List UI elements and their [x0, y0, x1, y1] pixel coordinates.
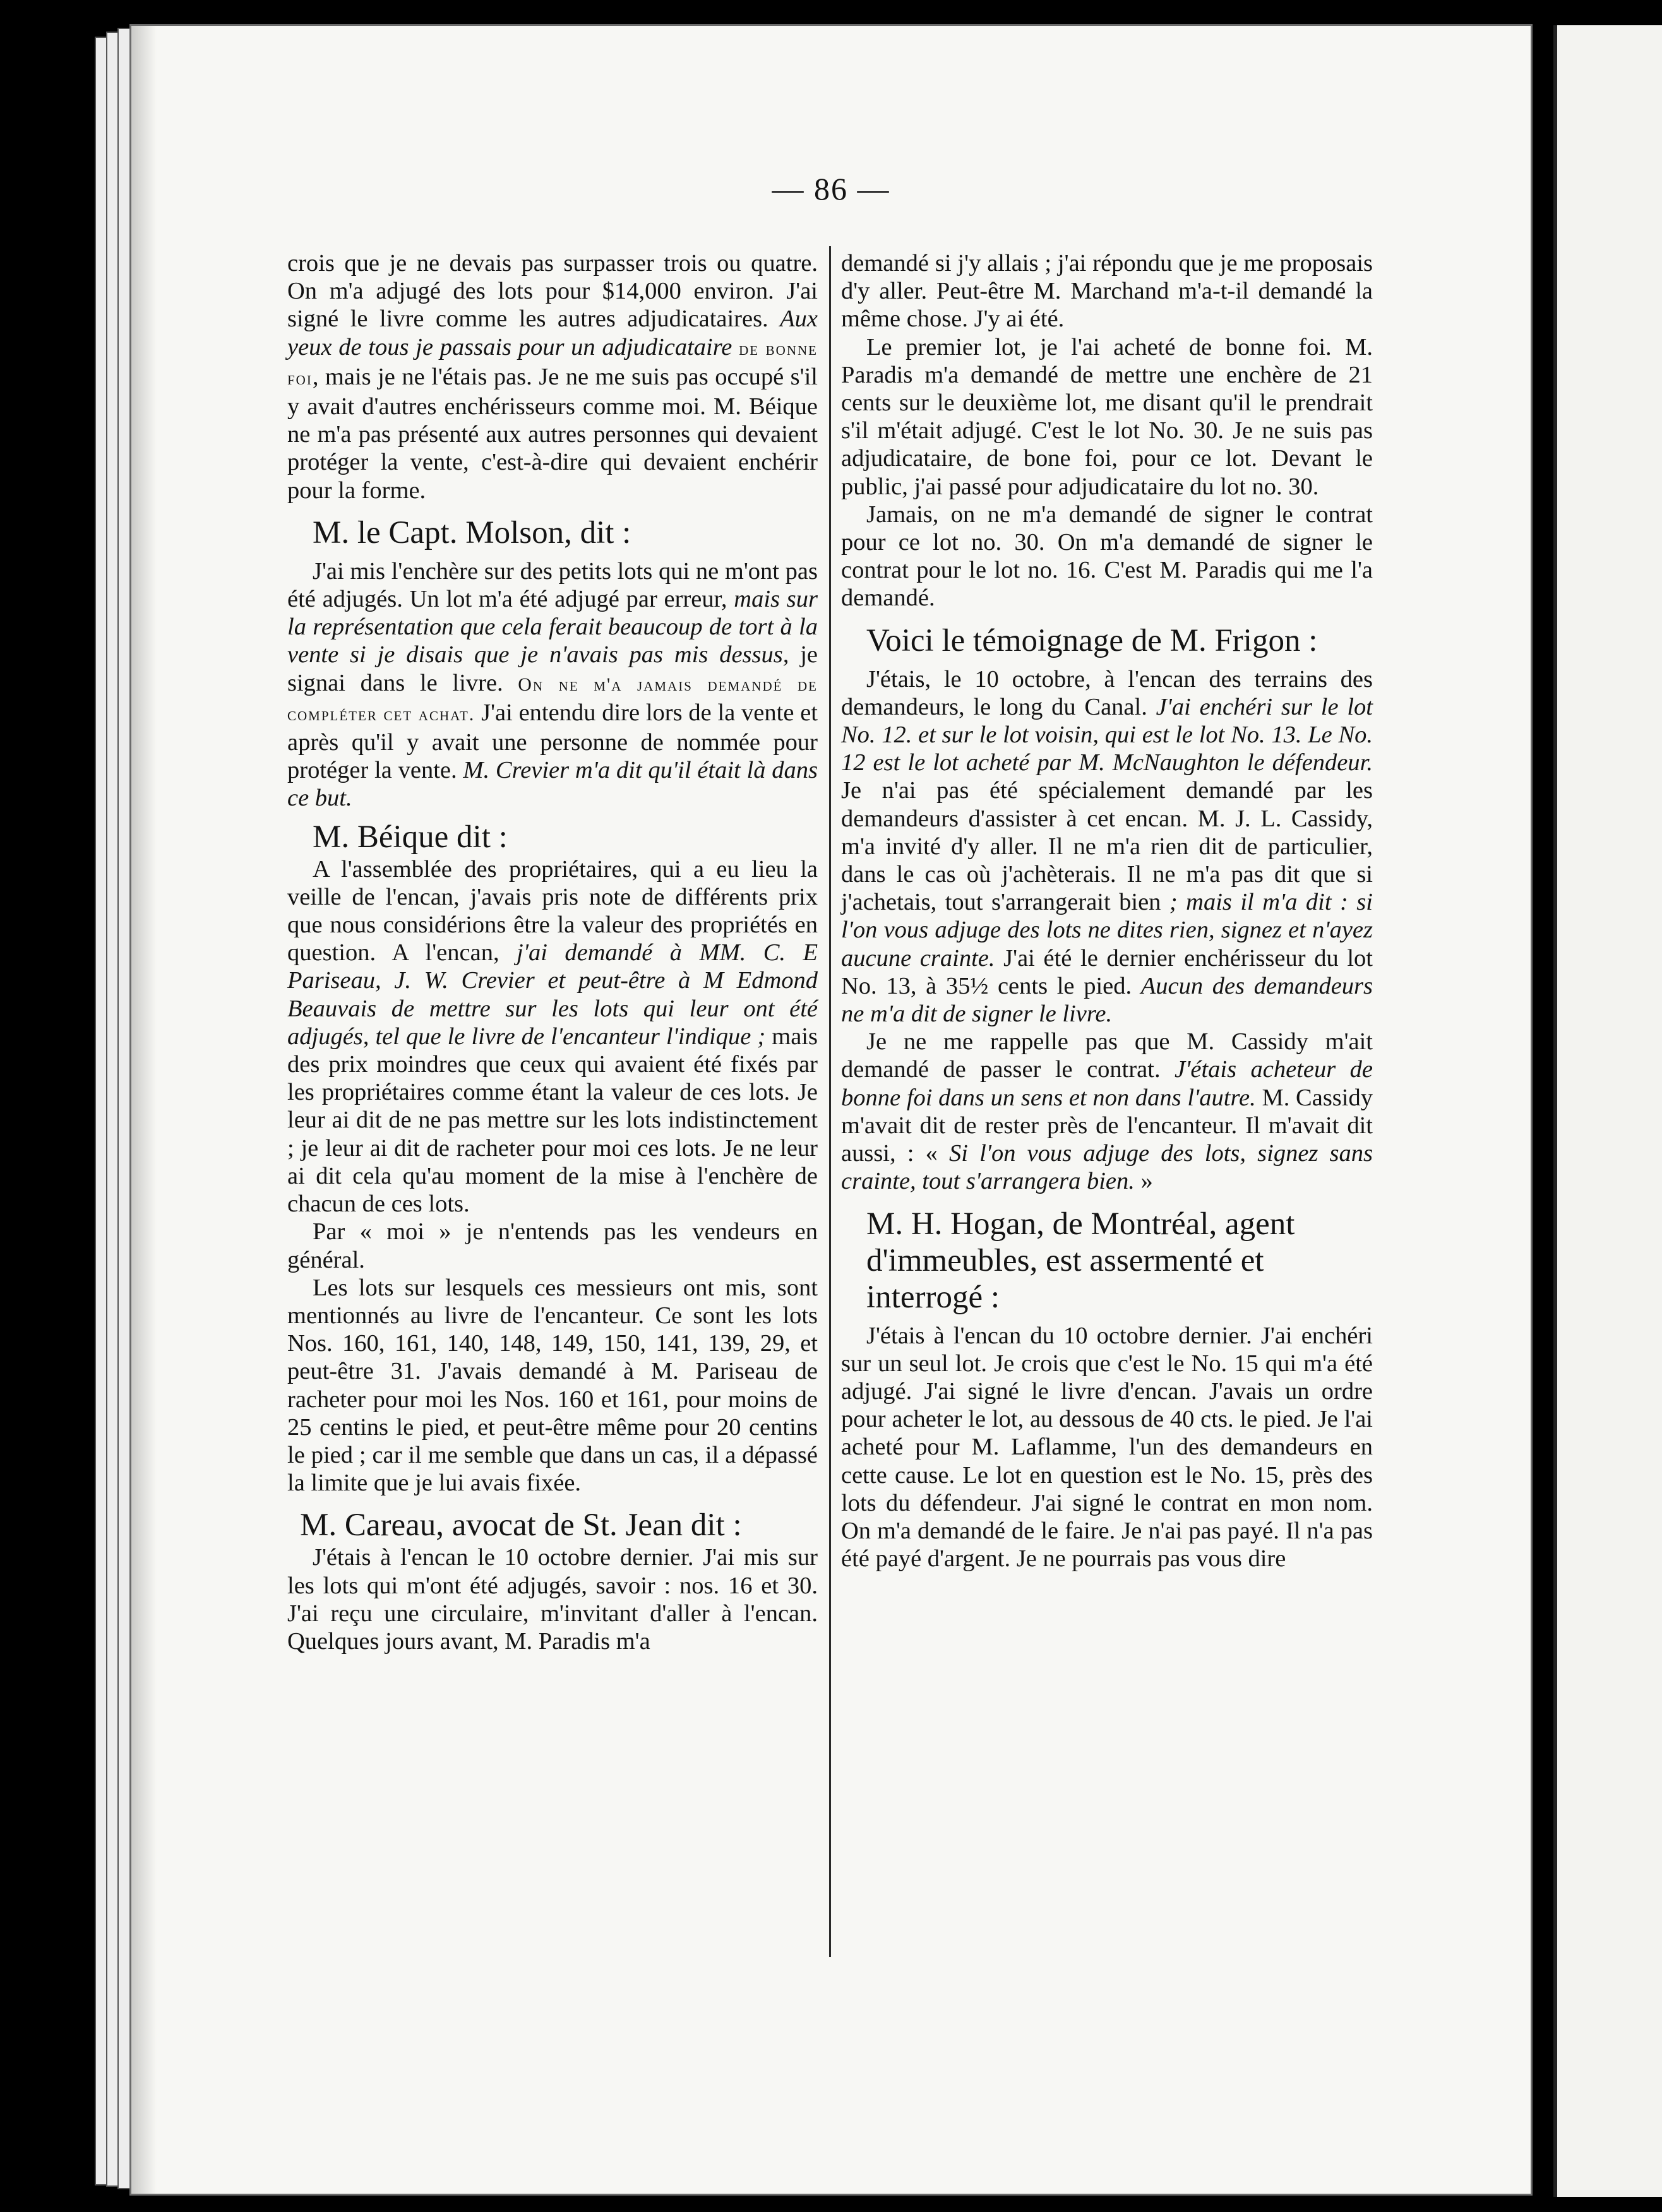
paragraph: Les lots sur lesquels ces messieurs ont mis, sont mentionnés au livre de l'encanteur. Ce sont les lots Nos. 160, 161, 140, 148, 149, 150, 141, 139, 29, et peut-être 31. J'avais demandé à M. Pariseau de racheter pour moi les Nos. 160 et 161, pour moins de 25 centins le pied, et peut-être même pour 20 centins le pied ; car il me semble que dans un cas, il a dépassé la limite que je lui avais fixée.: [287, 1274, 818, 1497]
paragraph: J'étais à l'encan du 10 octobre dernier. J'ai enchéri sur un seul lot. Je crois que c'est le No. 15 qui m'a été adjugé. J'ai signé le livre d'encan. J'avais un ordre pour acheter le lot, au dessous de 40 cts. le pied. Je l'ai acheté pour M. Laflamme, l'un des demandeurs en cette cause. Le lot en question est le No. 15, près des lots du défendeur. J'ai signé le contrat en mon nom. On m'a demandé de le faire. Je n'ai pas payé. Il n'a pas été payé d'argent. Je ne pourrais pas vous dire: [841, 1322, 1373, 1573]
paragraph: Je ne me rappelle pas que M. Cassidy m'ait demandé de passer le contrat. J'étais acheteur de bonne foi dans un sens et non dans l'autre. M. Cassidy m'avait dit de rester près de l'encanteur. Il m'avait dit aussi, : « Si l'on vous adjuge des lots, signez sans crainte, tout s'arrangera bien. »: [841, 1028, 1373, 1195]
paragraph: A l'assemblée des propriétaires, qui a eu lieu la veille de l'encan, j'avais pris note de différents prix que nous considérions être la valeur des propriétés en question. A l'encan, j'ai demandé à MM. C. E Pariseau, J. W. Crevier et peut-être à M Edmond Beauvais de mettre sur les lots qui leur ont été adjugés, tel que le livre de l'encanteur l'indique ; mais des prix moindres que ceux qui avaient été fixés par les propriétaires comme étant la valeur de ces lots. Je leur ai dit de ne pas mettre sur les lots indistinctement ; je leur ai dit de racheter pour moi ces lots. Je ne leur ai dit cela qu'au moment de la mise à l'enchère de chacun de ces lots.: [287, 855, 818, 1218]
paragraph: J'étais à l'encan le 10 octobre dernier. J'ai mis sur les lots qui m'ont été adjugés, savoir : nos. 16 et 30. J'ai reçu une circulaire, m'invitant d'aller à l'encan. Quelques jours avant, M. Paradis m'a: [287, 1544, 818, 1655]
section-heading: M. H. Hogan, de Montréal, agent d'immeubles, est assermenté et interrogé :: [866, 1206, 1295, 1315]
section-heading: M. Careau, avocat de St. Jean dit :: [300, 1507, 742, 1543]
paragraph: demandé si j'y allais ; j'ai répondu que je me proposais d'y aller. Peut-être M. Marchand m'a-t-il demandé la même chose. J'y ai été.: [841, 250, 1373, 333]
facing-page-edge: [1553, 25, 1662, 2197]
paragraph: Par « moi » je n'entends pas les vendeurs en général.: [287, 1218, 818, 1273]
column-rule: [829, 246, 831, 1957]
left-column: [287, 249, 818, 1655]
section-heading: M. le Capt. Molson, dit :: [313, 514, 631, 550]
paragraph: J'étais, le 10 octobre, à l'encan des terrains des demandeurs, le long du Canal. J'ai enchéri sur le lot No. 12. et sur le lot voisin, qui est le lot No. 13. Le No. 12 est le lot acheté par M. McNaughton le défendeur. Je n'ai pas été spécialement demandé par les demandeurs d'assister à cet encan. M. J. L. Cassidy, m'a invité d'y aller. Il ne m'a rien dit de particulier, dans le cas où j'achèterais. Il ne m'a pas dit que si j'achetais, tout s'arrangerait bien ; mais il m'a dit : si l'on vous adjuge des lots ne dites rien, signez et n'ayez aucune crainte. J'ai été le dernier enchérisseur du lot No. 13, à 35½ cents le pied. Aucun des demandeurs ne m'a dit de signer le livre.: [841, 665, 1373, 1028]
paragraph: Jamais, on ne m'a demandé de signer le contrat pour ce lot no. 30. On m'a demandé de signer le contrat pour le lot no. 16. C'est M. Paradis qui me l'a demandé.: [841, 501, 1373, 612]
paragraph: J'ai mis l'enchère sur des petits lots qui ne m'ont pas été adjugés. Un lot m'a été adjugé par erreur, mais sur la représentation que cela ferait beaucoup de tort à la vente si je disais que je n'avais pas mis dessus, je signai dans le livre. On ne m'a jamais demandé de compléter cet achat. J'ai entendu dire lors de la vente et après qu'il y avait une personne de nommée pour protéger la vente. M. Crevier m'a dit qu'il était là dans ce but.: [287, 557, 818, 812]
section-heading: M. Béique dit :: [313, 819, 508, 855]
section-heading: Voici le témoignage de M. Frigon :: [866, 622, 1318, 658]
paragraph: crois que je ne devais pas surpasser trois ou quatre. On m'a adjugé des lots pour $14,000 environ. J'ai signé le livre comme les autres adjudicataires. Aux yeux de tous je passais pour un adjudicataire de bonne foi, mais je ne l'étais pas. Je ne me suis pas occupé s'il y avait d'autres enchérisseurs comme moi. M. Béique ne m'a pas présenté aux autres personnes qui devaient protéger la vente, c'est-à-dire qui devaient enchérir pour la forme.: [287, 250, 818, 504]
page-shadow: [131, 26, 157, 2194]
right-column: [841, 249, 1373, 1573]
page-number: — 86 —: [772, 171, 890, 206]
paragraph: Le premier lot, je l'ai acheté de bonne foi. M. Paradis m'a demandé de mettre une enchère de 21 cents sur le deuxième lot, me disant qu'il le prendrait s'il m'était adjugé. C'est le lot No. 30. Je ne suis pas adjudicataire, de bone foi, pour ce lot. Devant le public, j'ai passé pour adjudicataire du lot no. 30.: [841, 333, 1373, 500]
